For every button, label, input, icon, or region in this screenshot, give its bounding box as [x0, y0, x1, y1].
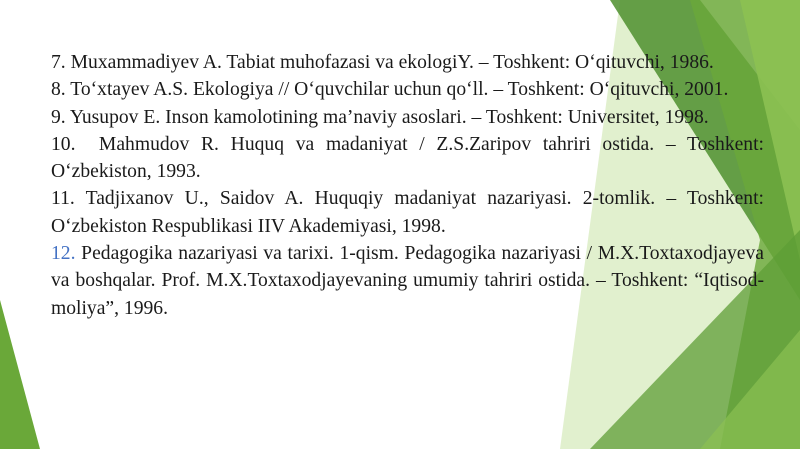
reference-number-highlighted: 12.	[51, 243, 76, 265]
reference-number: 8.	[51, 79, 66, 101]
reference-item-9	[51, 104, 764, 131]
reference-item-12	[51, 240, 764, 322]
reference-text: Yusupov E. Inson kamolotining ma’naviy asoslari. – Toshkent: Universitet, 1998.	[65, 106, 709, 128]
reference-item-8	[51, 76, 764, 103]
reference-item-11	[51, 185, 764, 240]
reference-number: 11.	[51, 188, 75, 210]
reference-number: 10.	[51, 133, 76, 155]
reference-number: 7.	[51, 52, 66, 73]
reference-text: To‘xtayev A.S. Ekologiya // O‘quvchilar uchun qo‘ll. – Toshkent: O‘qituvchi, 2001.	[65, 79, 729, 101]
reference-text: Pedagogika nazariyasi va tarixi. 1-qism. Pedagogika nazariyasi / M.X.Toxtaxodjayeva va boshqalar. Prof. M.X.Toxtaxodjayevaning umumiy tahriri ostida. – Toshkent: “Iqtisod-moliya”, 1996.	[51, 243, 764, 319]
reference-text: Mahmudov R. Huquq va madaniyat / Z.S.Zaripov tahriri ostida. – Toshkent: O‘zbekiston, 1993.	[51, 133, 769, 183]
reference-list	[51, 49, 769, 322]
reference-text: Tadjixanov U., Saidov A. Huquqiy madaniyat nazariyasi. 2-tomlik. – Toshkent: O‘zbekiston Respublikasi IIV Akademiyasi, 1998.	[51, 188, 764, 237]
left-green-triangle	[0, 300, 40, 449]
reference-item-10	[51, 131, 769, 186]
reference-text: Muxammadiyev A. Tabiat muhofazasi va ekologiY. – Toshkent: O‘qituvchi, 1986.	[65, 52, 714, 73]
reference-item-7	[51, 49, 764, 76]
reference-number: 9.	[51, 106, 66, 128]
